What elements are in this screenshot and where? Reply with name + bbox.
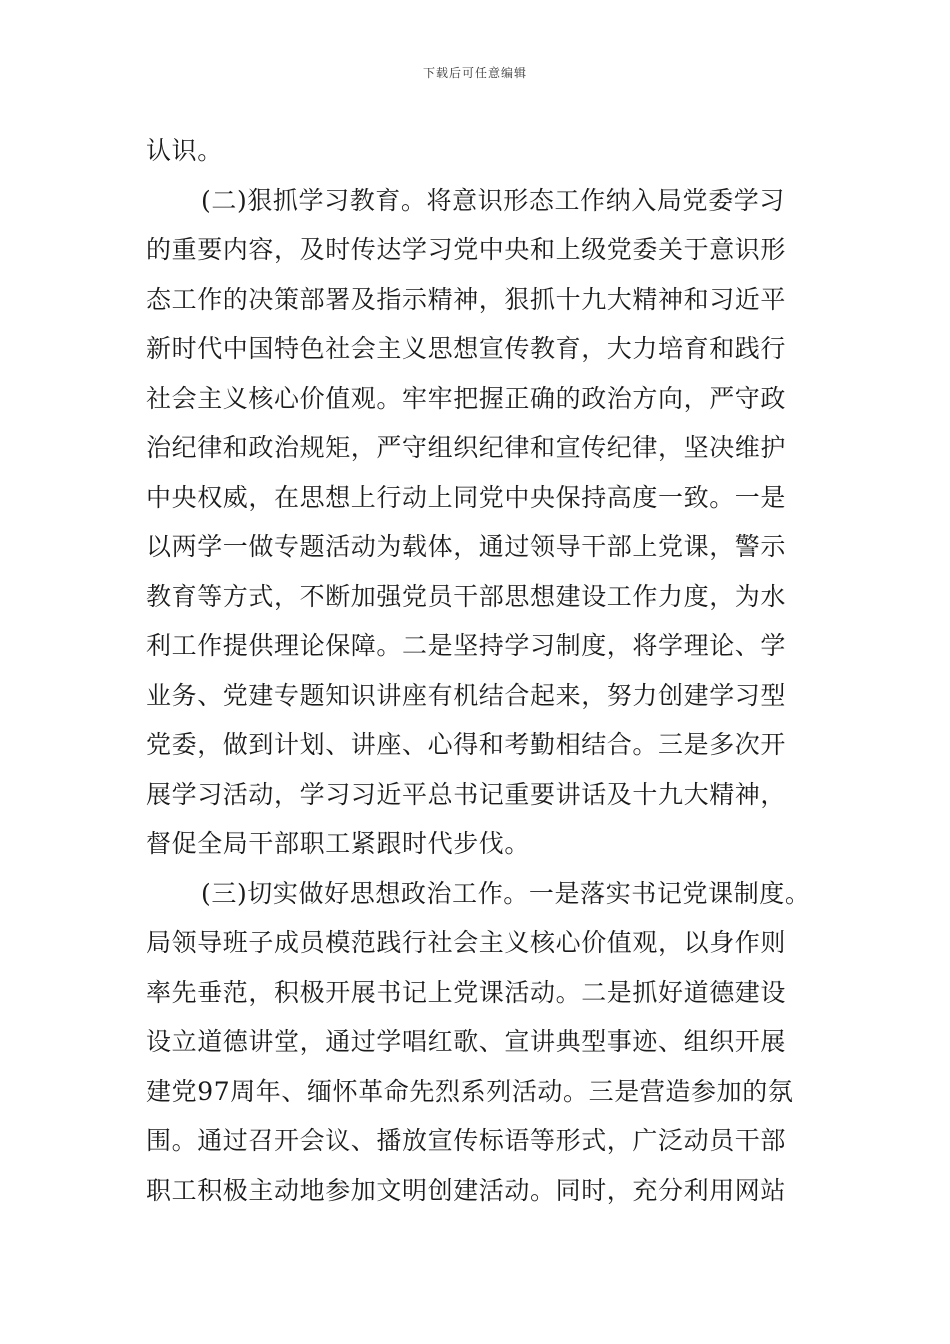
- text-line: 认识。: [146, 136, 223, 165]
- text-line: 业务、党建专题知识讲座有机结合起来，努力创建学习型: [146, 680, 787, 710]
- text-line: 社会主义核心价值观。牢牢把握正确的政治方向，严守政: [146, 383, 787, 413]
- text-line: 态工作的决策部署及指示精神，狠抓十九大精神和习近平: [146, 284, 787, 314]
- text-line: 的重要内容，及时传达学习党中央和上级党委关于意识形: [146, 235, 787, 264]
- text-line: 展学习活动，学习习近平总书记重要讲话及十九大精神，: [146, 779, 787, 809]
- text-line: 党委，做到计划、讲座、心得和考勤相结合。三是多次开: [146, 730, 787, 759]
- text-line: 新时代中国特色社会主义思想宣传教育，大力培育和践行: [146, 334, 787, 363]
- page-header: 下载后可任意编辑: [422, 66, 527, 80]
- text-line: 设立道德讲堂，通过学唱红歌、宣讲典型事迹、组织开展: [146, 1027, 787, 1056]
- text-line: 局领导班子成员模范践行社会主义核心价值观，以身作则: [146, 928, 787, 957]
- text-line: 督促全局干部职工紧跟时代步伐。: [146, 829, 531, 858]
- text-line: 围。通过召开会议、播放宣传标语等形式，广泛动员干部: [146, 1126, 787, 1155]
- text-line: 治纪律和政治规矩，严守组织纪律和宣传纪律，坚决维护: [146, 433, 787, 462]
- text-line: 教育等方式，不断加强党员干部思想建设工作力度，为水: [146, 581, 787, 611]
- text-line: 职工积极主动地参加文明创建活动。同时，充分利用网站: [146, 1175, 787, 1205]
- text-line: 中央权威，在思想上行动上同党中央保持高度一致。一是: [146, 482, 787, 512]
- text-line: 利工作提供理论保障。二是坚持学习制度，将学理论、学: [146, 631, 787, 660]
- text-line: 建党97周年、缅怀革命先烈系列活动。三是营造参加的氛: [146, 1076, 794, 1106]
- document-body: [146, 126, 836, 1215]
- text-line: 以两学一做专题活动为载体，通过领导干部上党课，警示: [146, 532, 787, 561]
- paragraph-heading-3: (三)切实做好思想政治工作。一是落实书记党课制度。: [201, 878, 811, 908]
- text-line: 率先垂范，积极开展书记上党课活动。二是抓好道德建设: [146, 977, 787, 1007]
- paragraph-heading-2: (二)狠抓学习教育。将意识形态工作纳入局党委学习: [201, 185, 785, 215]
